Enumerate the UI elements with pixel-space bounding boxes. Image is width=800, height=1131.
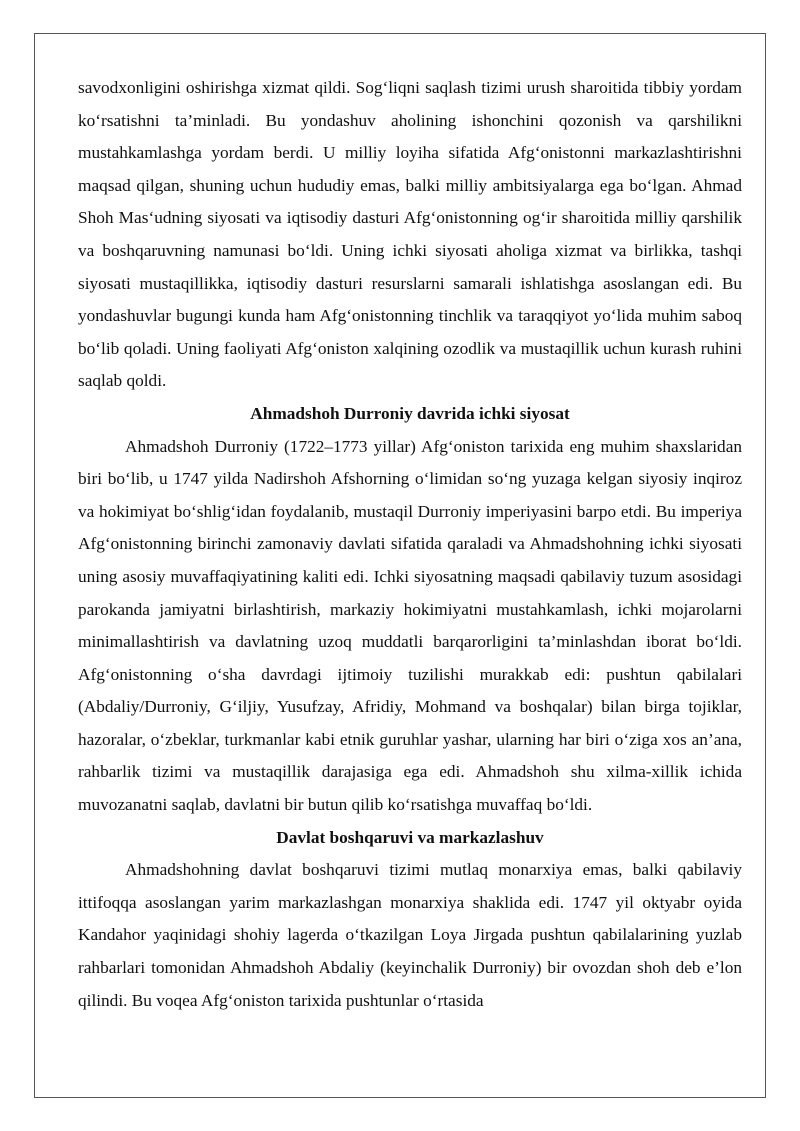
document-body xyxy=(78,72,742,1017)
paragraph-internal-policy: Ahmadshoh Durroniy (1722–1773 yillar) Afg‘oniston tarixida eng muhim shaxslaridan biri bo‘lib, u 1747 yilda Nadirshoh Afshorning o‘limidan so‘ng yuzaga kelgan siyosiy inqiroz va hokimiyat bo‘shlig‘idan foydalanib, mustaqil Durroniy imperiyasini barpo etdi. Bu imperiya Afg‘onistonning birinchi zamonaviy davlati sifatida qaraladi va Ahmadshohning ichki siyosati uning asosiy muvaffaqiyatining kaliti edi. Ichki siyosatning maqsadi qabilaviy tuzum asosidagi parokanda jamiyatni birlashtirish, markaziy hokimiyatni mustahkamlash, ichki mojarolarni minimallashtirish va davlatning uzoq muddatli barqarorligini ta’minlashdan iborat bo‘ldi. Afg‘onistonning o‘sha davrdagi ijtimoiy tuzilishi murakkab edi: pushtun qabilalari (Abdaliy/Durroniy, G‘iljiy, Yusufzay, Afridiy, Mohmand va boshqalar) bilan birga tojiklar, hazoralar, o‘zbeklar, turkmanlar kabi etnik guruhlar yashar, ularning har biri o‘ziga xos an’ana, rahbarlik tizimi va mustaqillik darajasiga ega edi. Ahmadshoh shu xilma-xillik ichida muvozanatni saqlab, davlatni bir butun qilib ko‘rsatishga muvaffaq bo‘ldi. xyxy=(78,436,742,815)
paragraph-continued: savodxonligini oshirishga xizmat qildi. Sog‘liqni saqlash tizimi urush sharoitida tibbiy yordam ko‘rsatishni ta’minladi. Bu yondashuv aholining ishonchini qozonish va qarshilikni mustahkamlashga yordam berdi. U milliy loyiha sifatida Afg‘onistonni markazlashtirishni maqsad qilgan, shuning uchun hududiy emas, balki milliy ambitsiyalarga ega bo‘lgan. Ahmad Shoh Mas‘udning siyosati va iqtisodiy dasturi Afg‘onistonning og‘ir sharoitida milliy qarshilik va boshqaruvning namunasi bo‘ldi. Uning ichki siyosati aholiga xizmat va birlikka, tashqi siyosati mustaqillikka, iqtisodiy dasturi resurslarni samarali ishlatishga asoslangan edi. Bu yondashuvlar bugungi kunda ham Afg‘onistonning tinchlik va taraqqiyot yo‘lida muhim saboq bo‘lib qoladi. Uning faoliyati Afg‘oniston xalqining ozodlik va mustaqillik uchun kurash ruhini saqlab qoldi. xyxy=(78,78,742,391)
paragraph-governance: Ahmadshohning davlat boshqaruvi tizimi mutlaq monarxiya emas, balki qabilaviy ittifoqqa asoslangan yarim markazlashgan monarxiya shaklida edi. 1747 yil oktyabr oyida Kandahor yaqinidagi shohiy lagerda o‘tkazilgan Loya Jirgada pushtun qabilalarining yuzlab rahbarlari tomonidan Ahmadshoh Abdaliy (keyinchalik Durroniy) bir ovozdan shoh deb e’lon qilindi. Bu voqea Afg‘oniston tarixida pushtunlar o‘rtasida xyxy=(78,860,742,1010)
section-heading-governance: Davlat boshqaruvi va markazlashuv xyxy=(276,827,544,847)
section-heading-internal-policy: Ahmadshoh Durroniy davrida ichki siyosat xyxy=(250,403,570,423)
